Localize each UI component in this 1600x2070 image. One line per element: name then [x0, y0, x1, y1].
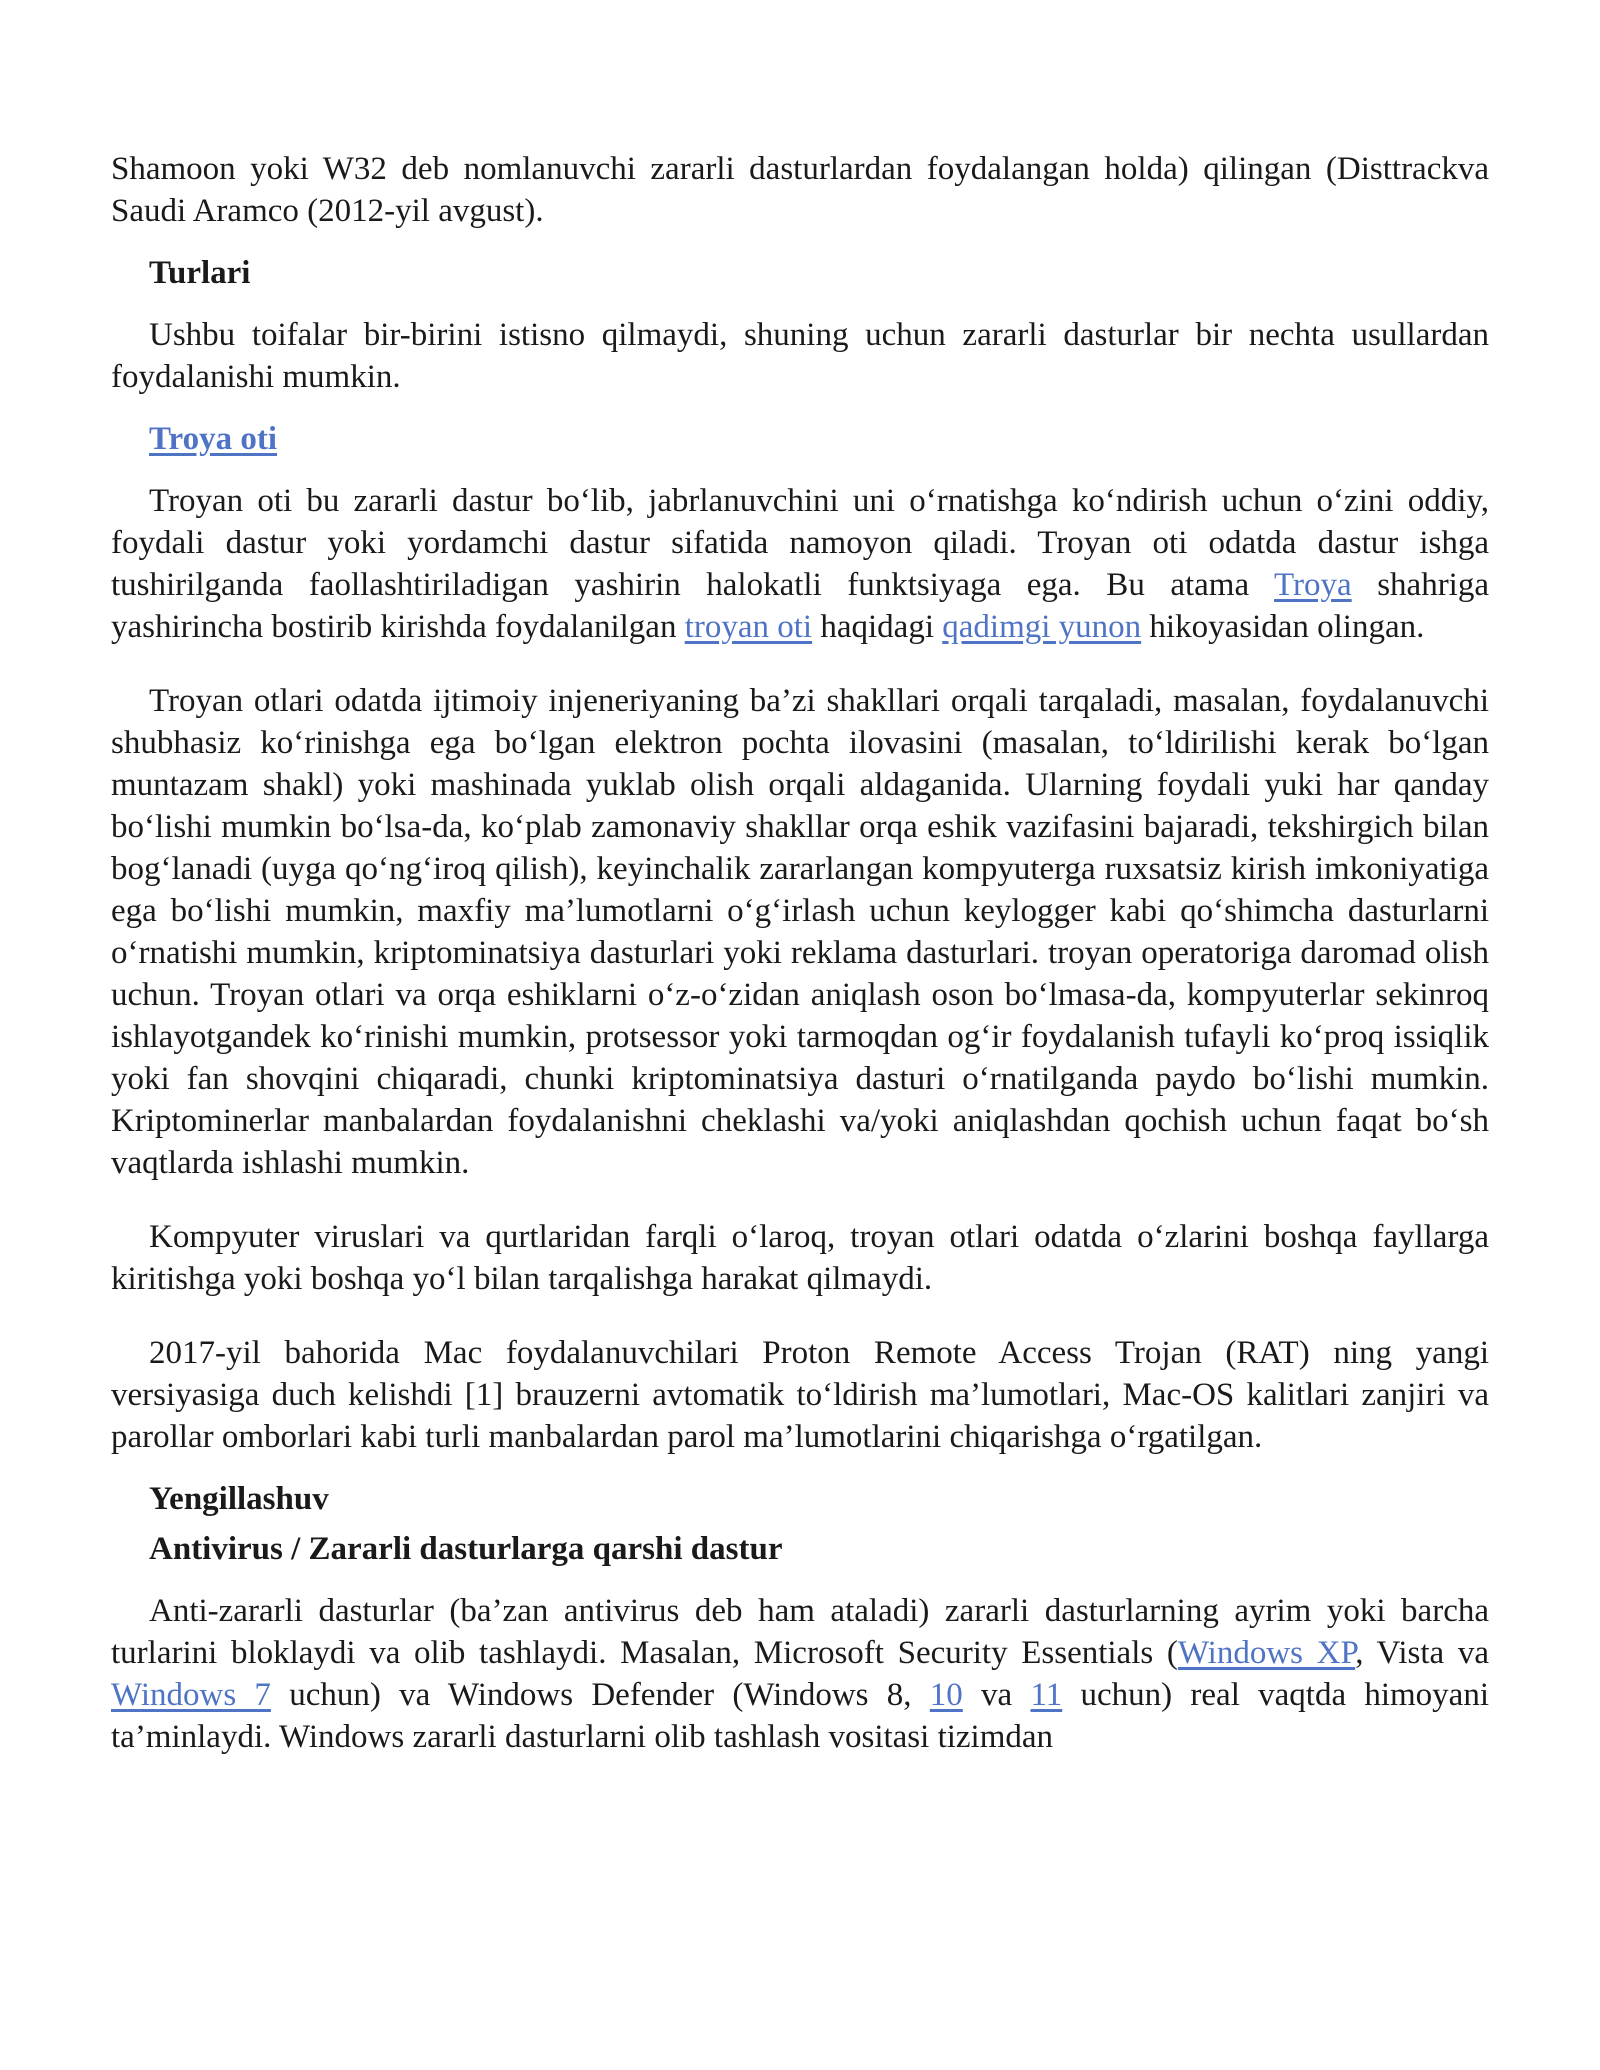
paragraph-intro: Shamoon yoki W32 deb nomlanuvchi zararli dasturlardan foydalangan holda) qilingan (Disttrackva Saudi Aramco (2012-yil avgust).: [111, 151, 1489, 229]
link-windows-7[interactable]: Windows 7: [111, 1677, 271, 1713]
heading-troya-oti-link[interactable]: Troya oti: [149, 421, 278, 457]
link-windows-11[interactable]: 11: [1030, 1677, 1063, 1713]
heading-turlari: Turlari: [149, 255, 251, 291]
text-run: haqidagi: [812, 609, 943, 645]
text-run: uchun) real vaqtda himoyani ta’minlaydi. Windows zararli dasturlarni olib tashlash vositasi tizimdan: [111, 1677, 1490, 1755]
text-run: Anti-zararli dasturlar (ba’zan antivirus deb ham ataladi) zararli dasturlarning ayrim yoki barcha turlarini bloklaydi va olib tashlaydi. Masalan, Microsoft Security Essentials (: [111, 1593, 1489, 1671]
document-page: [111, 148, 1489, 1758]
link-troya[interactable]: Troya: [1274, 567, 1352, 603]
paragraph-antivirus: [111, 1590, 1489, 1758]
text-run: va: [962, 1677, 1031, 1713]
text-run: hikoyasidan olingan.: [1141, 609, 1425, 645]
text-run: shahriga yashirincha bostirib kirishda foydalanilgan: [111, 567, 1490, 645]
text-run: , Vista va: [1355, 1635, 1490, 1671]
paragraph-troya-2: Troyan otlari odatda ijtimoiy injeneriyaning ba’zi shakllari orqali tarqaladi, masalan, foydalanuvchi shubhasiz ko‘rinishga ega bo‘lgan elektron pochta ilovasini (masalan, to‘ldirilishi kerak bo‘lgan muntazam shakl) yoki mashinada yuklab olish orqali aldaganida. Ularning foydali yuki har qanday bo‘lishi mumkin bo‘lsa-da, ko‘plab zamonaviy shakllar orqa eshik vazifasini bajaradi, tekshirgich bilan bog‘lanadi (uyga qo‘ng‘iroq qilish), keyinchalik zararlangan kompyuterga ruxsatsiz kirish imkoniyatiga ega bo‘lishi mumkin, maxfiy ma’lumotlarni o‘g‘irlash uchun keylogger kabi qo‘shimcha dasturlarni o‘rnatishi mumkin, kriptominatsiya dasturlari yoki reklama dasturlari. troyan operatoriga daromad olish uchun. Troyan otlari va orqa eshiklarni o‘z-o‘zidan aniqlash oson bo‘lmasa-da, kompyuterlar sekinroq ishlayotgandek ko‘rinishi mumkin, protsessor yoki tarmoqdan og‘ir foydalanish tufayli ko‘proq issiqlik yoki fan shovqini chiqaradi, chunki kriptominatsiya dasturi o‘rnatilganda paydo bo‘lishi mumkin. Kriptominerlar manbalardan foydalanishni cheklashi va/yoki aniqlashdan qochish uchun faqat bo‘sh vaqtlarda ishlashi mumkin.: [111, 683, 1489, 1181]
link-windows-10[interactable]: 10: [929, 1677, 963, 1713]
link-qadimgi-yunon[interactable]: qadimgi yunon: [942, 609, 1142, 645]
link-windows-xp[interactable]: Windows XP: [1177, 1635, 1356, 1671]
paragraph-troya-1: [111, 480, 1489, 648]
link-troyan-oti[interactable]: troyan oti: [684, 609, 813, 645]
text-run: uchun) va Windows Defender (Windows 8,: [270, 1677, 930, 1713]
paragraph-turlari: Ushbu toifalar bir-birini istisno qilmaydi, shuning uchun zararli dasturlar bir nechta usullardan foydalanishi mumkin.: [111, 317, 1489, 395]
heading-yengillashuv: Yengillashuv: [149, 1481, 329, 1517]
text-run: Troyan oti bu zararli dastur bo‘lib, jabrlanuvchini uni o‘rnatishga ko‘ndirish uchun o‘zini oddiy, foydali dastur yoki yordamchi dastur sifatida namoyon qiladi. Troyan oti odatda dastur ishga tushirilganda faollashtiriladigan yashirin halokatli funktsiyaga ega. Bu atama: [111, 483, 1489, 603]
paragraph-troya-3: Kompyuter viruslari va qurtlaridan farqli o‘laroq, troyan otlari odatda o‘zlarini boshqa fayllarga kiritishga yoki boshqa yo‘l bilan tarqalishga harakat qilmaydi.: [111, 1219, 1489, 1297]
heading-antivirus: Antivirus / Zararli dasturlarga qarshi dastur: [149, 1531, 783, 1567]
paragraph-troya-4: 2017-yil bahorida Mac foydalanuvchilari Proton Remote Access Trojan (RAT) ning yangi versiyasiga duch kelishdi [1] brauzerni avtomatik to‘ldirish ma’lumotlari, Mac-OS kalitlari zanjiri va parollar omborlari kabi turli manbalardan parol ma’lumotlarini chiqarishga o‘rgatilgan.: [111, 1335, 1489, 1455]
